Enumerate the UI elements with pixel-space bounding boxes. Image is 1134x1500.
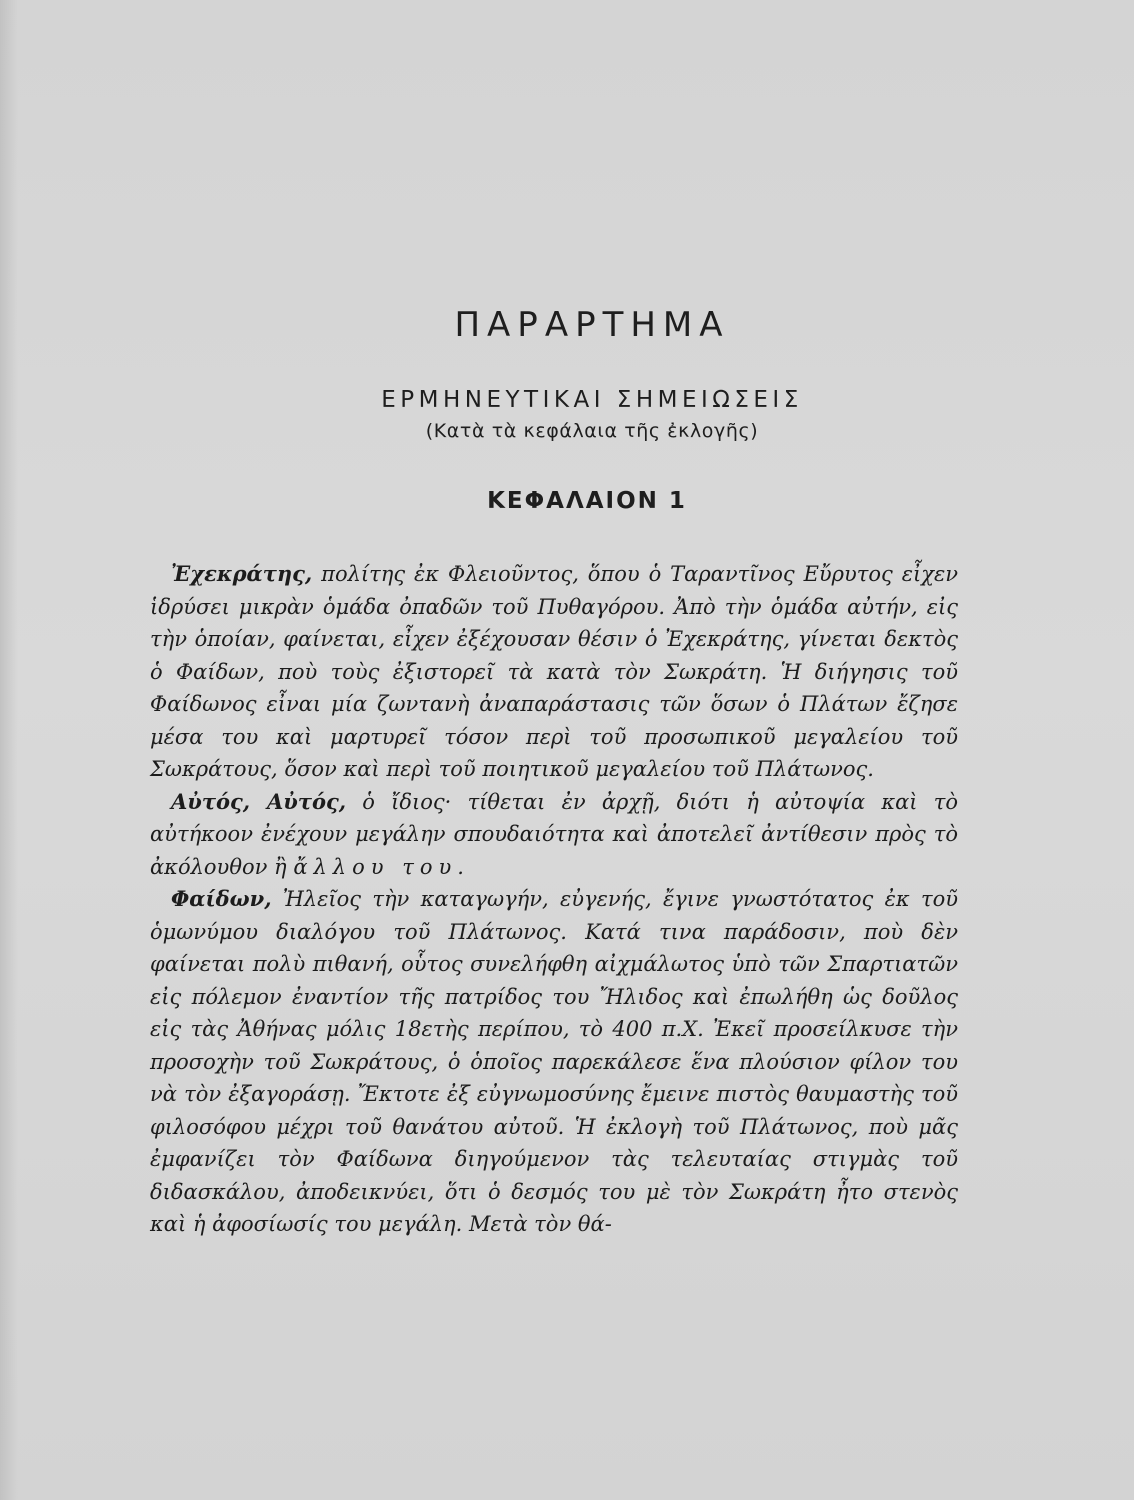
entry-term: Αὐτός, Αὐτός, <box>171 788 347 814</box>
entry-spaced-text: ἄλλου του. <box>293 854 470 879</box>
page-edge-shadow <box>0 0 18 1500</box>
note-entry-phaedo <box>150 883 958 1241</box>
notes-body <box>150 558 958 1241</box>
entry-text: πολίτης ἐκ Φλειοῦντος, ὅπου ὁ Ταραντῖνος Εὔρυτος εἶχεν ἱδρύσει μικρὰν ὁμάδα ὀπαδῶν τοῦ Πυθαγόρου. Ἀπὸ τὴν ὁμάδα αὐτήν, εἰς τὴν ὁποίαν, φαίνεται, εἶχεν ἐξέχουσαν θέσιν ὁ Ἐχεκράτης, γίνεται δεκτὸς ὁ Φαίδων, ποὺ τοὺς ἐξιστορεῖ τὰ κατὰ τὸν Σωκράτη. Ἡ διήγησις τοῦ Φαίδωνος εἶναι μία ζωντανὴ ἀναπαράστασις τῶν ὅσων ὁ Πλάτων ἔζησε μέσα του καὶ μαρτυρεῖ τόσον περὶ τοῦ προσωπικοῦ μεγαλείου τοῦ Σωκράτους, ὅσον καὶ περὶ τοῦ ποιητικοῦ μεγαλείου τοῦ Πλάτωνος. <box>150 562 958 781</box>
note-entry-autos <box>150 786 958 884</box>
appendix-title: ΠΑΡΑΡΤΗΜΑ <box>454 305 730 345</box>
chapters-note: (Κατὰ τὰ κεφάλαια τῆς ἐκλογῆς) <box>425 420 759 442</box>
chapter-heading: ΚΕΦΑΛΑΙΟΝ 1 <box>487 488 687 514</box>
notes-subtitle: ΕΡΜΗΝΕΥΤΙΚΑΙ ΣΗΜΕΙΩΣΕΙΣ <box>381 387 803 413</box>
entry-term: Ἐχεκράτης, <box>171 561 313 586</box>
entry-text: Ἠλεῖος τὴν καταγωγήν, εὐγενής, ἔγινε γνωστότατος ἐκ τοῦ ὁμωνύμου διαλόγου τοῦ Πλάτωνος. Κατά τινα παράδοσιν, ποὺ δὲν φαίνεται πολὺ πιθανή, οὗτος συνελήφθη αἰχμάλωτος ὑπὸ τῶν Σπαρτιατῶν εἰς πόλεμον ἐναντίον τῆς πατρίδος του Ἤλιδος καὶ ἐπωλήθη ὡς δοῦλος εἰς τὰς Ἀθήνας μόλις 18ετὴς περίπου, τὸ 400 π.Χ. Ἐκεῖ προσείλκυσε τὴν προσοχὴν τοῦ Σωκράτους, ὁ ὁποῖος παρεκάλεσε ἕνα πλούσιον φίλον του νὰ τὸν ἐξαγοράσῃ. Ἔκτοτε ἐξ εὐγνωμοσύνης ἔμεινε πιστὸς θαυμαστὴς τοῦ φιλοσόφου μέχρι τοῦ θανάτου αὐτοῦ. Ἡ ἐκλογὴ τοῦ Πλάτωνος, ποὺ μᾶς ἐμφανίζει τὸν Φαίδωνα διηγούμενον τὰς τελευταίας στιγμὰς τοῦ διδασκάλου, ἀποδεικνύει, ὅτι ὁ δεσμός του μὲ τὸν Σωκράτη ἦτο στενὸς καὶ ἡ ἀφοσίωσίς του μεγάλη. Μετὰ τὸν θά- <box>150 887 958 1236</box>
entry-text: ὁ ἴδιος· τίθεται ἐν ἀρχῇ, διότι ἡ αὐτοψία καὶ τὸ αὐτήκοον ἐνέχουν μεγάλην σπουδαιότητα καὶ ἀποτελεῖ ἀντίθεσιν πρὸς τὸ ἀκόλουθον ἢ <box>150 789 958 879</box>
entry-term: Φαίδων, <box>171 886 272 911</box>
note-entry-echecrates <box>150 558 958 786</box>
